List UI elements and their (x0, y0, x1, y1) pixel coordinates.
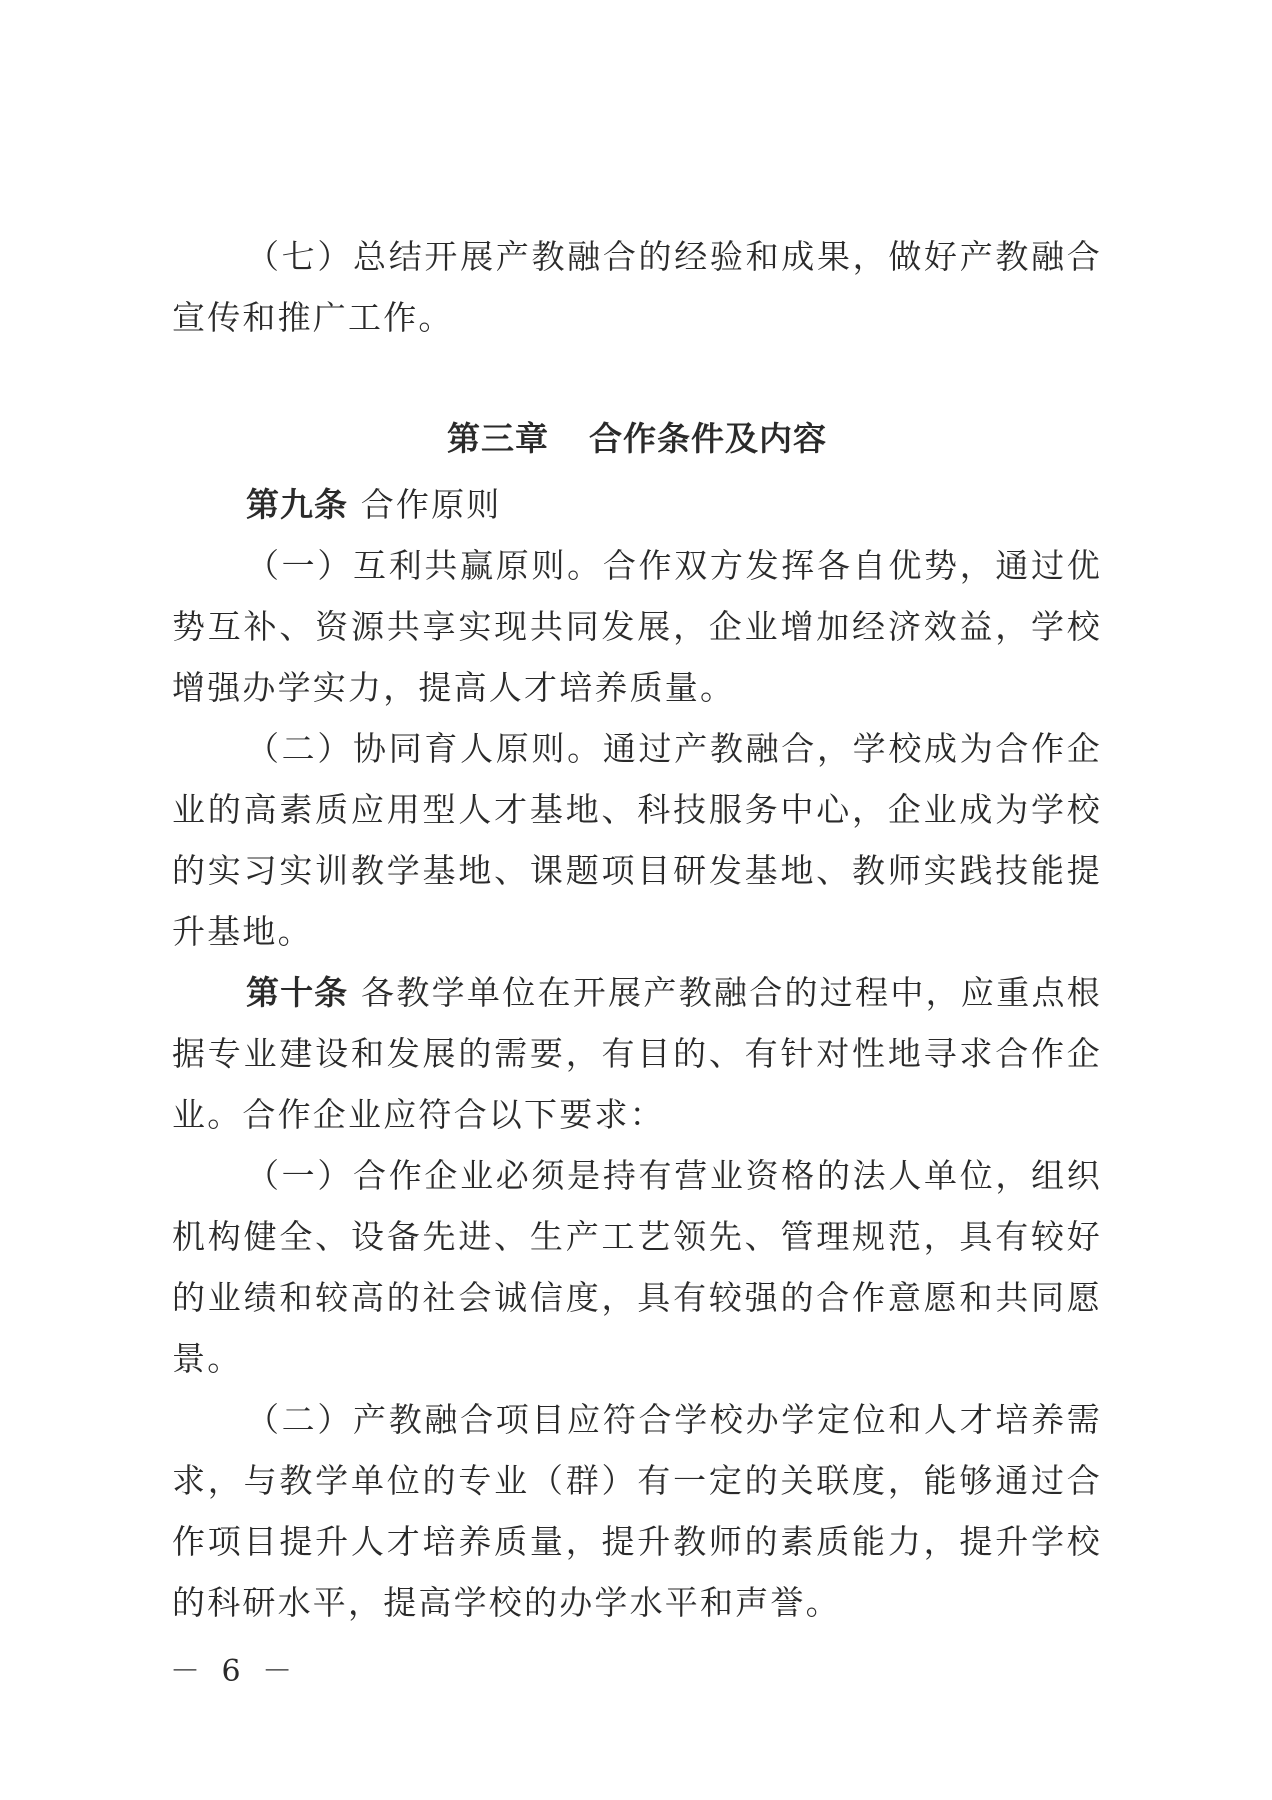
page-number: － 6 － (170, 1654, 299, 1689)
article-9-label: 第九条 (246, 485, 348, 524)
chapter-number: 第三章 (447, 419, 549, 458)
chapter-heading (172, 404, 1102, 474)
article-9-heading-text: 合作原则 (360, 485, 502, 524)
chapter-title: 合作条件及内容 (589, 419, 827, 458)
article-10-label: 第十条 (246, 973, 349, 1012)
document-body (172, 226, 1102, 1633)
article-10-text: 各教学单位在开展产教融合的过程中，应重点根据专业建设和发展的需要，有目的、有针对性地寻求合作企业。合作企业应符合以下要求： (172, 973, 1102, 1134)
article-10-paragraph (172, 962, 1102, 1145)
article-10-item-1: （一）合作企业必须是持有营业资格的法人单位，组织机构健全、设备先进、生产工艺领先、管理规范，具有较好的业绩和较高的社会诚信度，具有较强的合作意愿和共同愿景。 (172, 1156, 1102, 1378)
article-9-item-2: （二）协同育人原则。通过产教融合，学校成为合作企业的高素质应用型人才基地、科技服务中心，企业成为学校的实习实训教学基地、课题项目研发基地、教师实践技能提升基地。 (172, 729, 1102, 951)
article-10-item-2: （二）产教融合项目应符合学校办学定位和人才培养需求，与教学单位的专业（群）有一定的关联度，能够通过合作项目提升人才培养质量，提升教师的素质能力，提升学校的科研水平，提高学校的办学水平和声誉。 (172, 1400, 1102, 1622)
article-9-item-1: （一）互利共赢原则。合作双方发挥各自优势，通过优势互补、资源共享实现共同发展，企业增加经济效益，学校增强办学实力，提高人才培养质量。 (172, 546, 1102, 707)
intro-paragraph: （七）总结开展产教融合的经验和成果，做好产教融合宣传和推广工作。 (172, 237, 1102, 337)
article-9-heading (172, 474, 1102, 535)
